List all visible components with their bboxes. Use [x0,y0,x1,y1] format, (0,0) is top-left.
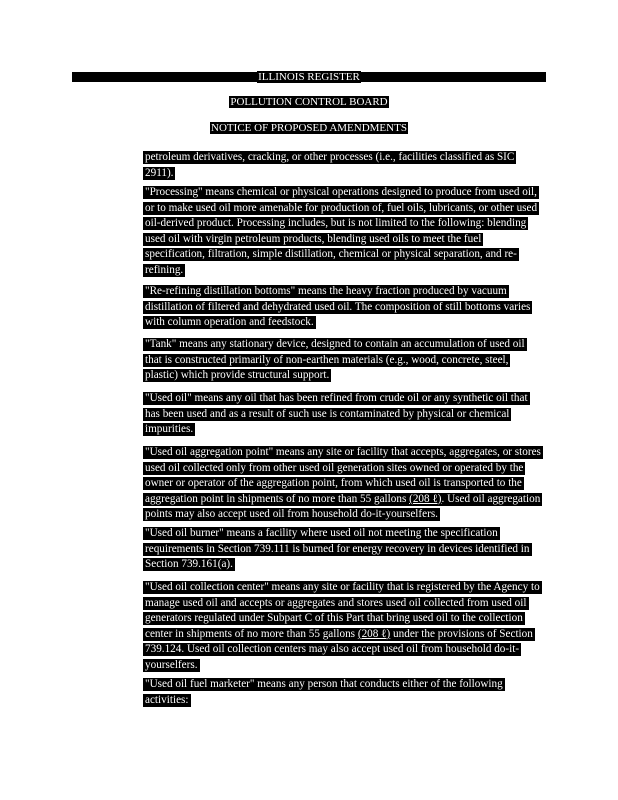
paragraph-burner: "Used oil burner" means a facility where used oil not meeting the specification requirements in Section 739.111 is burned for energy recovery in devices identified in Section 739.161(a). [145,527,530,571]
paragraph-sic: petroleum derivatives, cracking, or other processes (i.e., facilities classified as SIC 2911). [145,151,515,179]
paragraph-aggregation-point: "Used oil aggregation point" means any site or facility that accepts, aggregates, or stores used oil collected only from other used oil generation sites owned or operated by the owner or operator of the aggregation point, from which used oil is transported to the aggregation point in shipments of no more than 55 gallons (208 ℓ). Used oil aggregation points may also accept used oil from household do-it-yourselfers. [145,446,541,521]
paragraph-collection-center: "Used oil collection center" means any site or facility that is registered by the Agency to manage used oil and accepts or aggregates and stores used oil collected from used oil generators regulated under Subpart C of this Part that bring used oil to the collection center in shipments of no more than 55 gallons (208 ℓ) under the provisions of Section 739.124. Used oil collection centers may also accept used oil from household do-it-yourselfers. [145,581,540,671]
paragraph-used-oil: "Used oil" means any oil that has been refined from crude oil or any synthetic oil that has been used and as a result of such use is contaminated by physical or chemical impurities. [145,392,528,436]
paragraph-re-refining: "Re-refining distillation bottoms" means the heavy fraction produced by vacuum distillation of filtered and dehydrated used oil. The composition of still bottoms varies with column operation and feedstock. [145,285,531,329]
paragraph-processing: "Processing" means chemical or physical operations designed to produce from used oil, or to make used oil more amenable for production of, fuel oils, lubricants, or other used oil-derived product. Processing includes, but is not limited to the following: blending used oil with virgin petroleum products, blending used oils to meet the fuel specification, filtration, simple distillation, chemical or physical separation, and re-refining. [145,186,538,276]
board-title: POLLUTION CONTROL BOARD [230,96,388,108]
notice-title: NOTICE OF PROPOSED AMENDMENTS [211,122,407,134]
register-title: ILLINOIS REGISTER [258,71,360,83]
paragraph-tank: "Tank" means any stationary device, designed to contain an accumulation of used oil that is constructed primarily of non-earthen materials (e.g., wood, concrete, steel, plastic) which provide structural support. [145,338,525,382]
paragraph-fuel-marketer: "Used oil fuel marketer" means any person that conducts either of the following activities: [145,678,503,706]
